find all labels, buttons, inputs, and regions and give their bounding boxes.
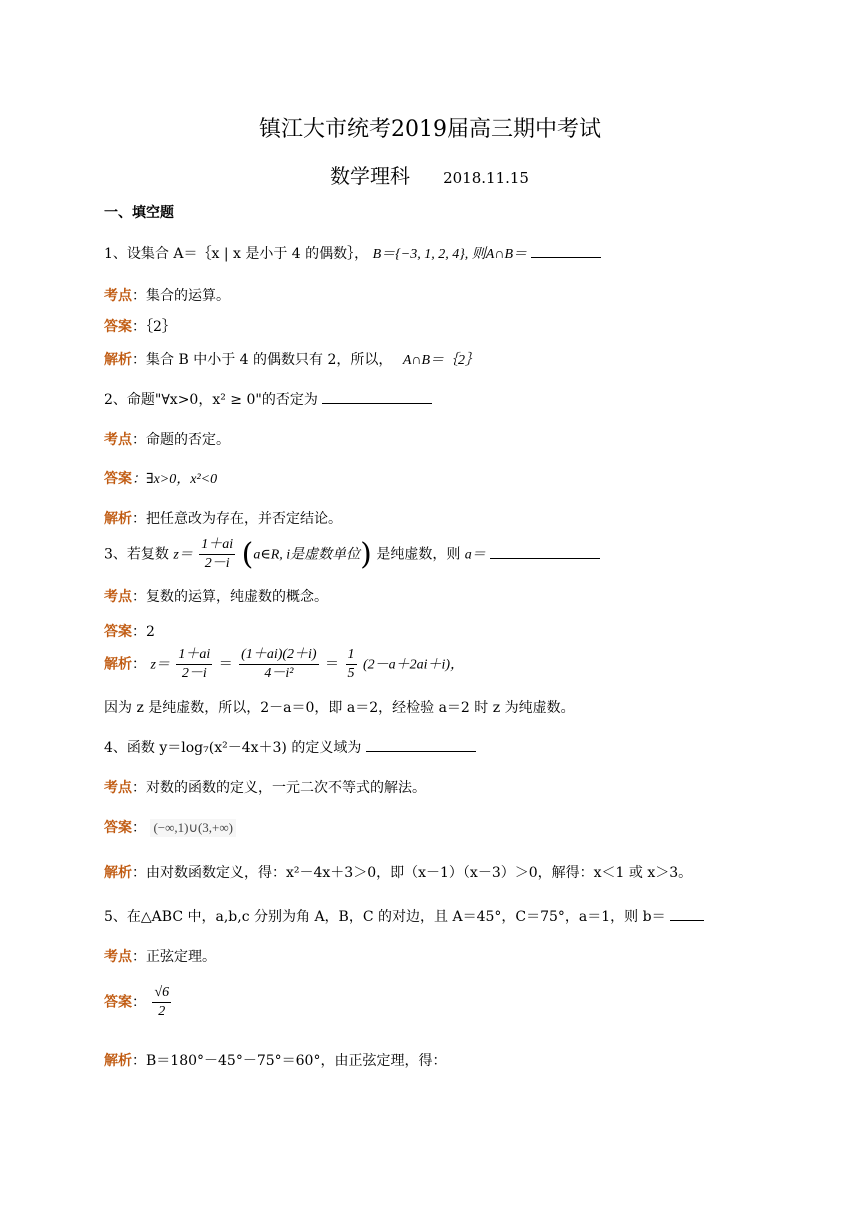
q4-daan-sep: ： xyxy=(132,820,146,836)
q5-text: 5、在△ABC 中，a,b,c 分别为角 A，B，C 的对边，且 A＝45°，C＝75°，a＝1，则 b＝ xyxy=(104,909,666,925)
q1-kaodian xyxy=(104,285,230,305)
q3-jx-den3: 5 xyxy=(347,666,355,681)
q3-close-paren: ) xyxy=(360,537,372,572)
q3-z: z＝ xyxy=(173,547,193,563)
q3-tail: 是纯虚数，则 xyxy=(376,546,461,563)
q1-daan xyxy=(104,316,176,336)
q1-kaodian-text: ：集合的运算。 xyxy=(132,288,230,304)
q5-jiexi xyxy=(104,1050,446,1070)
q2-kaodian xyxy=(104,429,230,449)
subject-title: 数学理科 xyxy=(330,164,410,188)
q3-jx-num3: 1 xyxy=(346,646,357,665)
daan-label: 答案 xyxy=(104,820,132,836)
q1-answer-blank xyxy=(531,243,601,258)
section-heading: 一、填空题 xyxy=(104,205,174,221)
q4-daan xyxy=(104,817,236,837)
exam-date: 2018.11.15 xyxy=(443,169,529,187)
q3-fraction xyxy=(199,536,235,573)
daan-label: 答案 xyxy=(104,624,132,640)
q3-kaodian-text: ：复数的运算，纯虚数的概念。 xyxy=(132,589,328,605)
q3-denominator: 2－i xyxy=(204,556,230,571)
q3-daan xyxy=(104,621,155,641)
q5-answer-num: √6 xyxy=(152,984,171,1003)
q4-answer-blank xyxy=(366,737,476,752)
subtitle-row xyxy=(330,160,529,189)
q5-answer-blank xyxy=(670,906,704,921)
q3-jx-frac2 xyxy=(239,646,318,683)
q4-jiexi xyxy=(104,862,692,882)
q4-kaodian xyxy=(104,777,426,797)
jiexi-label: 解析 xyxy=(104,511,132,527)
jiexi-label: 解析 xyxy=(104,656,132,673)
q3-jx-frac3 xyxy=(346,646,357,683)
kaodian-label: 考点 xyxy=(104,589,132,605)
q3-jx-frac1 xyxy=(176,646,212,683)
q3-jx-den1: 2－i xyxy=(181,666,207,681)
q3-jiexi-line2: 因为 z 是纯虚数，所以，2－a＝0，即 a＝2，经检验 a＝2 时 z 为纯虚数。 xyxy=(104,700,575,716)
q4-answer-image: (−∞,1)∪(3,+∞) xyxy=(150,819,236,837)
q1-math: B＝{−3, 1, 2, 4}, 则A∩B＝ xyxy=(372,247,528,262)
jiexi-label: 解析 xyxy=(104,1053,132,1069)
jiexi-label: 解析 xyxy=(104,352,132,368)
q3-jx-num2: (1＋ai)(2＋i) xyxy=(239,646,318,665)
q3-answer-blank xyxy=(490,544,600,559)
jiexi-label: 解析 xyxy=(104,865,132,881)
q2-kaodian-text: ：命题的否定。 xyxy=(132,432,230,448)
q4-jiexi-text: ：由对数函数定义，得：x²－4x＋3＞0，即（x－1）（x－3）＞0，解得：x＜1 或 x＞3。 xyxy=(132,865,693,881)
daan-label: 答案 xyxy=(104,471,132,487)
q2-daan xyxy=(104,468,217,488)
q5-daan xyxy=(104,984,173,1021)
q4-text: 4、函数 y＝log₇(x²－4x＋3) 的定义域为 xyxy=(104,740,362,756)
kaodian-label: 考点 xyxy=(104,949,132,965)
q3-jx-num1: 1＋ai xyxy=(176,646,212,665)
q3-a-eq: a＝ xyxy=(464,547,486,563)
q2-jiexi xyxy=(104,508,342,528)
kaodian-label: 考点 xyxy=(104,780,132,796)
daan-label: 答案 xyxy=(104,319,132,335)
q3-numerator: 1＋ai xyxy=(199,536,235,555)
question-3 xyxy=(104,536,600,573)
q5-answer-fraction xyxy=(152,984,171,1021)
q5-kaodian xyxy=(104,946,216,966)
question-5 xyxy=(104,906,704,926)
q1-jiexi-math: A∩B＝｛2｝ xyxy=(402,353,480,368)
q1-daan-text: ：｛2｝ xyxy=(132,319,176,335)
page-title: 镇江大市统考2019届高三期中考试 xyxy=(259,117,601,142)
question-4 xyxy=(104,737,476,757)
question-1 xyxy=(104,243,601,263)
q2-answer-blank xyxy=(322,389,432,404)
q3-jiexi: 解析： z＝ $\frac{1+ai}{2-i}$ ＝ $\frac{(1+ai)(2+i)}{\text{4－i²}}$ ＝ $\frac{1}{5}$ (2－a＋2ai＋i)， xyxy=(104,647,465,681)
q3-daan-text: ：2 xyxy=(132,624,155,640)
q3-jx-den2: 4－i² xyxy=(264,666,294,681)
q3-lead: 3、若复数 xyxy=(104,546,169,563)
question-2 xyxy=(104,389,432,409)
kaodian-label: 考点 xyxy=(104,432,132,448)
q5-jiexi-text: ：B＝180°－45°－75°＝60°，由正弦定理，得： xyxy=(132,1053,447,1069)
q3-jx-tail: (2－a＋2ai＋i)， xyxy=(362,657,465,673)
q3-condition: a∈R, i是虚数单位 xyxy=(253,547,361,563)
q5-answer-den: 2 xyxy=(158,1004,166,1019)
q2-text: 2、命题"∀x>0，x² ≥ 0"的否定为 xyxy=(104,392,318,408)
q2-jiexi-text: ：把任意改为存在，并否定结论。 xyxy=(132,511,342,527)
q2-daan-text: ：∃x>0，x²<0 xyxy=(132,472,218,487)
q3-kaodian xyxy=(104,586,328,606)
q3-jx-z: z＝ xyxy=(150,657,170,673)
q5-daan-sep: ： xyxy=(132,994,146,1011)
q3-open-paren: ( xyxy=(241,537,254,572)
kaodian-label: 考点 xyxy=(104,288,132,304)
q1-text: 1、设集合 A＝｛x | x 是小于 4 的偶数｝， xyxy=(104,246,369,262)
q1-jiexi-text: ：集合 B 中小于 4 的偶数只有 2，所以， xyxy=(132,352,393,368)
daan-label: 答案 xyxy=(104,994,132,1011)
q4-kaodian-text: ：对数的函数的定义，一元二次不等式的解法。 xyxy=(132,780,426,796)
q5-kaodian-text: ：正弦定理。 xyxy=(132,949,216,965)
q1-jiexi xyxy=(104,349,479,369)
